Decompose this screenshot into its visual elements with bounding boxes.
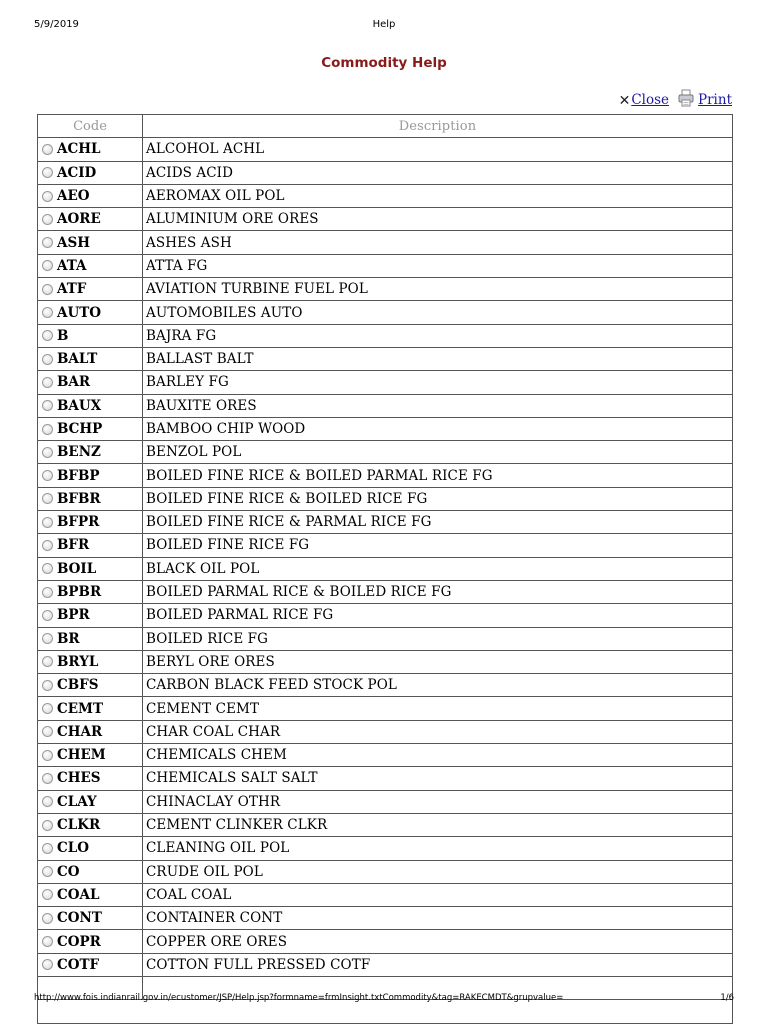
table-row[interactable] [38,837,732,860]
table-row[interactable] [38,162,732,185]
code-cell [38,884,143,907]
select-radio[interactable] [42,493,53,504]
table-row[interactable] [38,604,732,627]
select-radio[interactable] [42,237,53,248]
table-row[interactable] [38,185,732,208]
table-row[interactable] [38,488,732,511]
commodity-description: CEMENT CEMT [143,697,732,720]
commodity-code: BAUX [57,397,102,414]
commodity-code: BALT [57,351,98,368]
commodity-code: BR [57,630,80,647]
commodity-description: BOILED PARMAL RICE & BOILED RICE FG [143,581,732,604]
commodity-code: CHES [57,770,101,787]
code-cell [38,162,143,185]
printer-icon[interactable] [677,89,695,107]
select-radio[interactable] [42,587,53,598]
table-row[interactable] [38,744,732,767]
table-row[interactable] [38,325,732,348]
commodity-description: BOILED FINE RICE & BOILED PARMAL RICE FG [143,464,732,487]
table-row[interactable] [38,441,732,464]
commodity-code: ACID [57,164,97,181]
code-cell [38,231,143,254]
select-radio[interactable] [42,866,53,877]
commodity-code: COAL [57,886,100,903]
commodity-description: ACIDS ACID [143,162,732,185]
select-radio[interactable] [42,563,53,574]
commodity-code: AUTO [57,304,102,321]
table-row[interactable] [38,255,732,278]
select-radio[interactable] [42,377,53,388]
commodity-code: BFR [57,537,90,554]
select-radio[interactable] [42,680,53,691]
table-row[interactable] [38,674,732,697]
commodity-code: CHAR [57,723,103,740]
table-row[interactable] [38,930,732,953]
table-row[interactable] [38,371,732,394]
table-row[interactable] [38,511,732,534]
commodity-description: CHAR COAL CHAR [143,721,732,744]
toolbar [619,90,732,108]
code-cell [38,138,143,161]
table-row[interactable] [38,231,732,254]
code-cell [38,628,143,651]
select-radio[interactable] [42,913,53,924]
table-row[interactable] [38,791,732,814]
code-cell [38,558,143,581]
print-date: 5/9/2019 [34,19,79,30]
column-header-description: Description [143,115,732,138]
table-row[interactable] [38,208,732,231]
select-radio[interactable] [42,936,53,947]
commodity-code: B [57,327,69,344]
code-cell [38,208,143,231]
select-radio[interactable] [42,773,53,784]
print-link[interactable]: Print [698,92,732,108]
commodity-description: BOILED FINE RICE & PARMAL RICE FG [143,511,732,534]
table-row[interactable] [38,697,732,720]
commodity-description: ALCOHOL ACHL [143,138,732,161]
select-radio[interactable] [42,796,53,807]
table-row[interactable] [38,651,732,674]
table-row[interactable] [38,628,732,651]
table-row[interactable] [38,348,732,371]
select-radio[interactable] [42,517,53,528]
table-row[interactable] [38,418,732,441]
select-radio[interactable] [42,633,53,644]
code-cell [38,371,143,394]
table-row[interactable] [38,884,732,907]
code-cell [38,441,143,464]
select-radio[interactable] [42,447,53,458]
code-cell [38,255,143,278]
footer-page-number: 1/6 [720,993,734,1003]
table-row[interactable] [38,301,732,324]
table-row[interactable] [38,395,732,418]
code-cell [38,511,143,534]
commodity-description: ATTA FG [143,255,732,278]
commodity-code: CLO [57,840,89,857]
code-cell [38,534,143,557]
commodity-description: COAL COAL [143,884,732,907]
commodity-description: CONTAINER CONT [143,907,732,930]
select-radio[interactable] [42,470,53,481]
select-radio[interactable] [42,191,53,202]
table-row[interactable] [38,278,732,301]
table-row[interactable] [38,464,732,487]
commodity-description: CARBON BLACK FEED STOCK POL [143,674,732,697]
commodity-description: AEROMAX OIL POL [143,185,732,208]
select-radio[interactable] [42,144,53,155]
code-cell [38,744,143,767]
commodity-description: ASHES ASH [143,231,732,254]
select-radio[interactable] [42,750,53,761]
commodity-code: ATF [57,281,87,298]
select-radio[interactable] [42,307,53,318]
select-radio[interactable] [42,843,53,854]
commodity-description: BENZOL POL [143,441,732,464]
table-row[interactable] [38,581,732,604]
commodity-description: BAMBOO CHIP WOOD [143,418,732,441]
print-header-title: Help [372,19,396,30]
code-cell [38,488,143,511]
code-cell [38,674,143,697]
code-cell [38,791,143,814]
commodity-code: CHEM [57,747,106,764]
commodity-code: BFBP [57,467,100,484]
select-radio[interactable] [42,214,53,225]
table-header-row [38,115,732,138]
commodity-code: CLKR [57,817,101,834]
select-radio[interactable] [42,959,53,970]
code-cell [38,837,143,860]
commodity-code: BPBR [57,584,102,601]
commodity-description: BOILED PARMAL RICE FG [143,604,732,627]
select-radio[interactable] [42,354,53,365]
commodity-code: BOIL [57,560,97,577]
page-title: Commodity Help [321,55,447,71]
commodity-code: CEMT [57,700,104,717]
commodity-description: BALLAST BALT [143,348,732,371]
commodity-code: ATA [57,257,87,274]
table-row[interactable] [38,534,732,557]
commodity-code: BENZ [57,444,101,461]
commodity-code: COPR [57,933,101,950]
table-row[interactable] [38,814,732,837]
table-row[interactable] [38,861,732,884]
commodity-description: CHEMICALS SALT SALT [143,767,732,790]
code-cell [38,604,143,627]
commodity-code: CLAY [57,793,97,810]
select-radio[interactable] [42,260,53,271]
select-radio[interactable] [42,167,53,178]
select-radio[interactable] [42,330,53,341]
commodity-code: BFBR [57,490,101,507]
code-cell [38,348,143,371]
close-link[interactable]: Close [631,92,670,108]
code-cell [38,651,143,674]
code-cell [38,325,143,348]
commodity-description: BOILED RICE FG [143,628,732,651]
select-radio[interactable] [42,540,53,551]
commodity-code: BRYL [57,653,99,670]
code-cell [38,581,143,604]
commodity-code: ASH [57,234,90,251]
commodity-description: CLEANING OIL POL [143,837,732,860]
table-row[interactable] [38,138,732,161]
select-radio[interactable] [42,656,53,667]
select-radio[interactable] [42,726,53,737]
commodity-code: BFPR [57,514,100,531]
commodity-description: BAUXITE ORES [143,395,732,418]
select-radio[interactable] [42,820,53,831]
commodity-description: CHINACLAY OTHR [143,791,732,814]
code-cell [38,185,143,208]
select-radio[interactable] [42,703,53,714]
select-radio[interactable] [42,610,53,621]
commodity-description: CEMENT CLINKER CLKR [143,814,732,837]
commodity-code: AORE [57,211,101,228]
commodity-code: BPR [57,607,90,624]
code-cell [38,930,143,953]
close-icon[interactable]: ✕ [618,93,631,109]
code-cell [38,721,143,744]
commodity-description: BARLEY FG [143,371,732,394]
select-radio[interactable] [42,284,53,295]
commodity-code: CBFS [57,677,99,694]
commodity-description: BERYL ORE ORES [143,651,732,674]
code-cell [38,907,143,930]
select-radio[interactable] [42,424,53,435]
code-cell [38,767,143,790]
commodity-code: BAR [57,374,91,391]
code-cell [38,814,143,837]
commodity-description: BAJRA FG [143,325,732,348]
table-row[interactable] [38,558,732,581]
code-cell [38,301,143,324]
commodity-code: AEO [57,188,90,205]
table-row[interactable] [38,907,732,930]
select-radio[interactable] [42,400,53,411]
commodity-description: BOILED FINE RICE & BOILED RICE FG [143,488,732,511]
code-cell [38,418,143,441]
code-cell [38,954,143,977]
select-radio[interactable] [42,889,53,900]
commodity-description: CRUDE OIL POL [143,861,732,884]
commodity-description: AVIATION TURBINE FUEL POL [143,278,732,301]
commodity-description: BOILED FINE RICE FG [143,534,732,557]
commodity-code: CO [57,863,80,880]
code-cell [38,697,143,720]
code-cell [38,278,143,301]
commodity-description: ALUMINIUM ORE ORES [143,208,732,231]
commodity-code: ACHL [57,141,101,158]
code-cell [38,861,143,884]
commodity-code: COTF [57,956,100,973]
commodity-description: BLACK OIL POL [143,558,732,581]
table-row[interactable] [38,954,732,977]
footer-url: http://www.fois.indianrail.gov.in/ecustomer/JSP/Help.jsp?formname=frmInsight.txtCommodity&tag=RAKECMDT&grupvalue= [34,993,564,1003]
table-row[interactable] [38,721,732,744]
commodity-code: CONT [57,910,102,927]
code-cell [38,395,143,418]
commodity-description: COTTON FULL PRESSED COTF [143,954,732,977]
code-cell [38,464,143,487]
commodity-code: BCHP [57,421,103,437]
commodity-table [37,114,733,1024]
column-header-code: Code [38,115,143,138]
commodity-description: COPPER ORE ORES [143,930,732,953]
table-row[interactable] [38,767,732,790]
commodity-description: AUTOMOBILES AUTO [143,301,732,324]
commodity-description: CHEMICALS CHEM [143,744,732,767]
